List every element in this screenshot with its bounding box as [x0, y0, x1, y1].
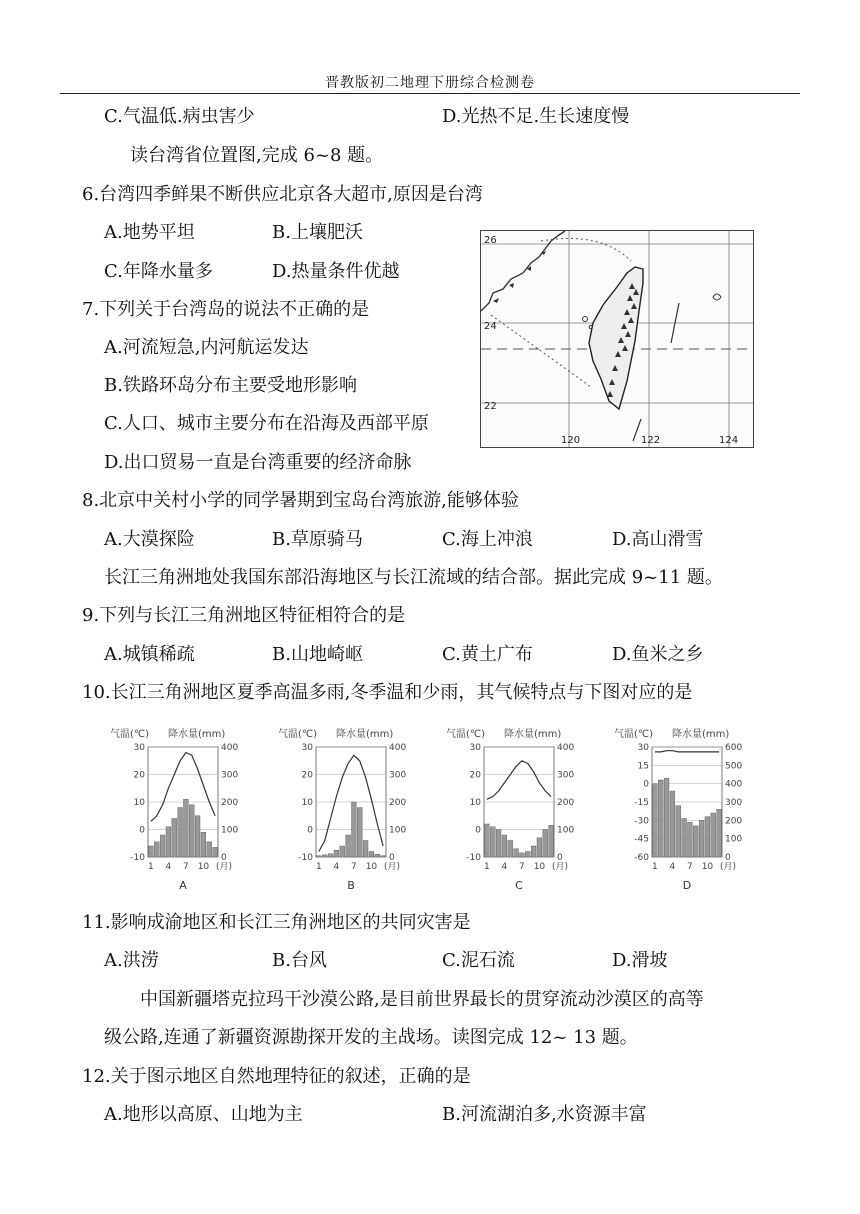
chart-C-precip-tick: 200 [557, 798, 575, 808]
chart-C-temp-tick: 30 [469, 743, 481, 753]
chart-C-precip-bar [531, 846, 536, 857]
question-12: 12.关于图示地区自然地理特征的叙述，正确的是 [82, 1066, 471, 1087]
chart-A-month-tick: 10 [197, 862, 210, 872]
chart-D-precip-bar [699, 820, 704, 857]
q6-option-b: B.上壤肥沃 [272, 222, 363, 243]
chart-A-temp-line [151, 753, 215, 822]
chart-C-precip-bar [549, 825, 554, 857]
lat-22-label: 22 [484, 401, 497, 412]
chart-B-month-unit: (月) [384, 862, 401, 872]
chart-A-label: A [179, 879, 187, 892]
chart-A-precip-tick: 200 [221, 798, 239, 808]
chart-B-precip-tick: 300 [389, 770, 407, 781]
chart-A-precip-bar [184, 799, 189, 857]
chart-B-precip-bar [340, 846, 345, 857]
chart-D-precip-tick: 100 [725, 834, 743, 845]
chart-A-temp-tick: 30 [133, 743, 145, 753]
chart-D-label: D [682, 879, 692, 892]
q7-option-b: B.铁路环岛分布主要受地形影响 [104, 375, 357, 396]
chart-D-temp-tick: 15 [637, 761, 649, 772]
chart-B-temp-tick: -10 [298, 853, 313, 863]
chart-D-precip-bar [693, 826, 698, 857]
chart-D-temp-tick: -45 [634, 834, 649, 845]
question-11: 11.影响成渝地区和长江三角洲地区的共同灾害是 [82, 912, 471, 933]
q7-option-a: A.河流短急,内河航运发达 [104, 337, 309, 358]
chart-B-precip-bar [363, 841, 368, 858]
lon-120-label: 120 [561, 435, 581, 446]
chart-C-precip-tick: 300 [557, 770, 575, 781]
chart-C-precip-bar [485, 824, 490, 857]
q9-option-a: A.城镇稀疏 [104, 644, 195, 665]
chart-A-temp-tick: -10 [130, 853, 145, 863]
chart-A-precip-bar [149, 846, 154, 857]
chart-C-temp-tick: 20 [469, 770, 481, 781]
coastal-islands [493, 251, 546, 303]
chart-C-month-tick: 1 [484, 862, 490, 872]
lon-124-label: 124 [719, 435, 739, 446]
chart-A-precip-bar [213, 847, 218, 857]
chart-A-precip-bar [195, 816, 200, 857]
chart-D-temp-tick: 0 [643, 779, 649, 790]
q6-option-c: C.年降水量多 [104, 261, 213, 282]
chart-D-temp-tick: -30 [634, 816, 649, 827]
chart-C-precip-bar [514, 849, 519, 857]
chart-C-month-tick: 10 [533, 862, 546, 872]
chart-C-label: C [515, 879, 523, 892]
chart-C-temp-label: 气温(℃) [446, 729, 486, 740]
q9-option-b: B.山地崎岖 [272, 644, 363, 665]
lon-122-label: 122 [641, 435, 661, 446]
chart-D-temp-label: 气温(℃) [614, 729, 654, 740]
chart-D-precip-bar [717, 809, 722, 857]
q8-option-d: D.高山滑雪 [612, 529, 704, 550]
chart-B-month-tick: 10 [365, 862, 378, 872]
intro-9-11: 长江三角洲地处我国东部沿海地区与长江流域的结合部。据此完成 9~11 题。 [104, 567, 723, 588]
south-line-feature [633, 419, 641, 441]
chart-A-precip-bar [207, 842, 212, 857]
intro-12-13-line2: 级公路,连通了新疆资源勘探开发的主战场。读图完成 12~ 13 题。 [104, 1027, 638, 1048]
chart-C-precip-bar [520, 853, 525, 857]
chart-D-precip-bar [653, 784, 658, 857]
chart-C-month-unit: (月) [552, 862, 569, 872]
chart-C-precip-tick: 0 [557, 853, 563, 863]
chart-D-month-tick: 1 [652, 862, 658, 872]
chart-B-precip-bar [375, 854, 380, 857]
chart-C-precip-bar [508, 841, 513, 858]
q8-option-c: C.海上冲浪 [442, 529, 533, 550]
chart-D-month-tick: 4 [669, 862, 676, 872]
question-9: 9.下列与长江三角洲地区特征相符合的是 [82, 605, 406, 626]
chart-B-precip-bar [357, 808, 362, 858]
chart-C-precip-tick: 400 [557, 743, 575, 753]
climate-charts-svg [110, 725, 750, 900]
lat-24-label: 24 [484, 321, 497, 332]
chart-A-precip-bar [160, 835, 165, 857]
chart-A-temp-tick: 20 [133, 770, 145, 781]
chart-B-precip-bar [369, 852, 374, 858]
chart-A-temp-tick: 10 [133, 798, 145, 808]
climate-charts [110, 725, 750, 900]
chart-A-precip-bar [166, 827, 171, 857]
chart-C-precip-tick: 100 [557, 825, 575, 836]
chart-A-precip-tick: 0 [221, 853, 227, 863]
chart-C-precip-label: 降水量(mm) [504, 729, 562, 740]
q11-option-d: D.滑坡 [612, 950, 668, 971]
question-8: 8.北京中关村小学的同学暑期到宝岛台湾旅游,能够体验 [82, 490, 519, 511]
chart-D-precip-tick: 0 [725, 853, 731, 863]
header-rule [60, 93, 800, 94]
q11-option-a: A.洪涝 [104, 950, 159, 971]
q9-option-d: D.鱼米之乡 [612, 644, 704, 665]
chart-D-temp-tick: 30 [637, 743, 649, 753]
chart-B-precip-tick: 200 [389, 798, 407, 808]
q12-option-a: A.地形以高原、山地为主 [104, 1104, 303, 1125]
lat-26-label: 26 [484, 235, 497, 246]
chart-A-precip-tick: 400 [221, 743, 239, 753]
chart-B-temp-label: 气温(℃) [278, 729, 318, 740]
chart-B-temp-tick: 0 [307, 825, 313, 836]
chart-B-label: B [347, 879, 355, 892]
penghu-island [583, 317, 588, 322]
chart-A-month-tick: 4 [165, 862, 172, 872]
chart-C-precip-bar [543, 830, 548, 858]
chart-B-precip-bar [352, 802, 357, 857]
chart-D-precip-bar [682, 819, 687, 858]
chart-C-temp-tick: -10 [466, 853, 481, 863]
chart-B-precip-bar [317, 856, 322, 857]
chart-B-temp-tick: 30 [301, 743, 313, 753]
chart-D-temp-tick: -60 [634, 853, 649, 863]
chart-A-precip-bar [201, 832, 206, 857]
chart-D-precip-tick: 300 [725, 798, 743, 808]
chart-B-precip-bar [346, 835, 351, 857]
chart-B-month-tick: 7 [351, 862, 357, 872]
q7-option-c: C.人口、城市主要分布在沿海及西部平原 [104, 413, 429, 434]
q7-option-d: D.出口贸易一直是台湾重要的经济命脉 [104, 452, 412, 473]
chart-B-temp-tick: 20 [301, 770, 313, 781]
chart-D-precip-label: 降水量(mm) [672, 729, 730, 740]
q6-option-a: A.地势平坦 [104, 222, 195, 243]
chart-B-month-tick: 1 [316, 862, 322, 872]
chart-D-precip-bar [664, 778, 669, 857]
intro-6-8: 读台湾省位置图,完成 6~8 题。 [130, 145, 384, 166]
chart-D-precip-bar [705, 817, 710, 857]
chart-D-month-tick: 7 [687, 862, 693, 872]
chart-B-precip-tick: 400 [389, 743, 407, 753]
chart-C-precip-bar [490, 827, 495, 857]
intro-12-13-line1: 中国新疆塔克拉玛干沙漠公路,是目前世界最长的贯穿流动沙漠区的高等 [140, 989, 704, 1010]
chart-B-precip-tick: 100 [389, 825, 407, 836]
chart-A-precip-bar [172, 819, 177, 858]
chart-B-month-tick: 4 [333, 862, 340, 872]
chart-A-precip-tick: 300 [221, 770, 239, 781]
chart-B-precip-bar [322, 855, 327, 857]
chart-C-precip-bar [496, 830, 501, 858]
q8-option-b: B.草原骑马 [272, 529, 363, 550]
chart-C-temp-line [487, 761, 551, 800]
chart-B-precip-bar [381, 856, 386, 857]
chart-D-temp-line [655, 751, 719, 752]
chart-A-month-tick: 1 [148, 862, 154, 872]
chart-B-temp-tick: 10 [301, 798, 313, 808]
chart-C-precip-bar [502, 835, 507, 857]
chart-A-precip-tick: 100 [221, 825, 239, 836]
chart-C-temp-tick: 10 [469, 798, 481, 808]
chart-D-month-tick: 10 [701, 862, 714, 872]
chart-D-precip-tick: 200 [725, 816, 743, 827]
question-7: 7.下列关于台湾岛的说法不正确的是 [82, 299, 370, 320]
chart-D-precip-bar [670, 791, 675, 857]
chart-A-precip-label: 降水量(mm) [168, 729, 226, 740]
chart-A-precip-bar [154, 842, 159, 857]
chart-A-temp-label: 气温(℃) [110, 729, 150, 740]
chart-D-precip-tick: 400 [725, 779, 743, 790]
taiwan-map-figure [481, 231, 753, 447]
chart-A-precip-bar [189, 805, 194, 857]
q11-option-b: B.台风 [272, 950, 327, 971]
q11-option-c: C.泥石流 [442, 950, 515, 971]
chart-C-precip-bar [537, 838, 542, 857]
chart-B-temp-line [319, 755, 383, 851]
q8-option-a: A.大漠探险 [104, 529, 195, 550]
q5-option-d: D.光热不足.生长速度慢 [442, 106, 630, 127]
q5-option-c: C.气温低.病虫害少 [104, 106, 255, 127]
chart-D-month-unit: (月) [720, 862, 737, 872]
question-10: 10.长江三角洲地区夏季高温多雨,冬季温和少雨，其气候特点与下图对应的是 [82, 682, 693, 703]
east-islands [713, 294, 721, 300]
chart-D-precip-bar [711, 813, 716, 857]
question-6: 6.台湾四季鲜果不断供应北京各大超市,原因是台湾 [82, 184, 483, 205]
chart-C-temp-tick: 0 [475, 825, 481, 836]
q9-option-c: C.黄土广布 [442, 644, 533, 665]
chart-D-precip-tick: 600 [725, 743, 743, 753]
chart-A-month-unit: (月) [216, 862, 233, 872]
chart-D-precip-bar [676, 806, 681, 857]
page-header: 晋教版初二地理下册综合检测卷 [325, 75, 535, 91]
chart-C-month-tick: 4 [501, 862, 508, 872]
chart-C-month-tick: 7 [519, 862, 525, 872]
chart-A-month-tick: 7 [183, 862, 189, 872]
chart-D-precip-bar [688, 822, 693, 857]
chart-B-precip-tick: 0 [389, 853, 395, 863]
chart-B-precip-bar [334, 850, 339, 857]
chart-D-precip-tick: 500 [725, 761, 743, 772]
chart-A-temp-tick: 0 [139, 825, 145, 836]
taiwan-location-map [480, 230, 754, 448]
chart-C-precip-bar [525, 852, 530, 858]
chart-A-precip-bar [178, 808, 183, 858]
chart-B-precip-bar [328, 854, 333, 857]
chart-B-precip-label: 降水量(mm) [336, 729, 394, 740]
q12-option-b: B.河流湖泊多,水资源丰富 [442, 1104, 647, 1125]
chart-D-precip-bar [658, 780, 663, 857]
taiwan-island [589, 267, 643, 409]
q6-option-d: D.热量条件优越 [272, 261, 400, 282]
chart-D-temp-tick: -15 [634, 798, 649, 808]
